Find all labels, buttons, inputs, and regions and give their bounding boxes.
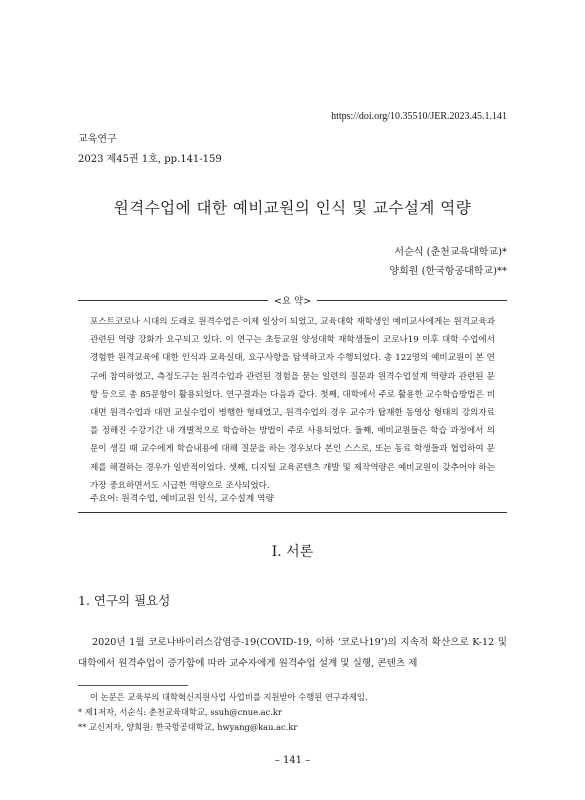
volume-info: 2023 제45권 1호, pp.141-159 — [78, 154, 222, 165]
subsection-heading: 1. 연구의 필요성 — [78, 593, 171, 608]
body-paragraph: 2020년 1월 코로나바이러스감염증-19(COVID-19, 이하 ‘코로나19’)의 지속적 확산으로 K-12 및 대학에서 원격수업이 증가함에 따라 교수자에게 원격수업 설계 및 실행, 콘텐츠 제 — [78, 637, 507, 669]
abstract-rule-left — [78, 300, 268, 301]
author-1: 서순식 (춘천교육대학교)* — [394, 247, 507, 258]
footnote-first-author: * 제1저자, 서순식: 춘천교육대학교, ssuh@cnue.ac.kr — [78, 707, 282, 717]
footnote-funding: 이 논문은 교육부의 대학혁신지원사업 사업비를 지원받아 수행된 연구과제임. — [90, 692, 368, 702]
abstract-footer-rule — [78, 512, 507, 513]
footnote-rule — [78, 685, 188, 686]
abstract-header — [78, 293, 507, 307]
page-number: – 141 – — [274, 755, 311, 766]
abstract-label: <요 약> — [273, 296, 312, 307]
abstract-rule-right — [317, 300, 507, 301]
section-heading: I. 서론 — [271, 544, 314, 560]
keywords: 주요어: 원격수업, 예비교원 인식, 교수설계 역량 — [90, 494, 274, 504]
doi-link[interactable]: https://doi.org/10.35510/JER.2023.45.1.141 — [331, 111, 507, 122]
author-2: 양희원 (한국항공대학교)** — [389, 266, 507, 277]
paper-title: 원격수업에 대한 예비교원의 인식 및 교수설계 역량 — [113, 199, 472, 217]
journal-name: 교육연구 — [78, 134, 117, 145]
footnote-corresponding-author: ** 교신저자, 양희원: 한국항공대학교, hwyang@kau.ac.kr — [78, 722, 298, 732]
abstract-text: 포스트코로나 시대의 도래로 원격수업은 이제 일상이 되었고, 교육대학 재학생인 예비교사에게는 원격교육과 관련된 역량 강화가 요구되고 있다. 이 연구는 초등교원 양성대학 재학생들이 코로나19 이후 대학 수업에서 경험한 원격교육에 대한 인식과 교육실태, 요구사항을 탐색하고자 수행되었다. 총 122명의 예비교원이 본 연구에 참여하였고, 측정도구는 원격수업과 관련된 경험을 묻는 일련의 질문과 원격수업설계 역량과 관련된 문항 등으로 총 85문항이 활용되었다. 연구결과는 다음과 같다. 첫째, 대학에서 주로 활용한 교수학습방법은 비대면 원격수업과 대면 교실수업이 병행한 형태였고, 원격수업의 경우 교수가 탑재한 동영상 형태의 강의자료를 정해진 수강기간 내 개별적으로 학습하는 방법이 주로 사용되었다. 둘째, 예비교원들은 학습 과정에서 의문이 생길 때 교수에게 학습내용에 대해 질문을 하는 경우보다 본인 스스로, 또는 동료 학생들과 협업하여 문제를 해결하는 경우가 일반적이었다. 셋째, 디지털 교육콘텐츠 개발 및 제작역량은 예비교원이 갖추어야 하는 가장 중요하면서도 시급한 역량으로 조사되었다. — [90, 317, 495, 491]
